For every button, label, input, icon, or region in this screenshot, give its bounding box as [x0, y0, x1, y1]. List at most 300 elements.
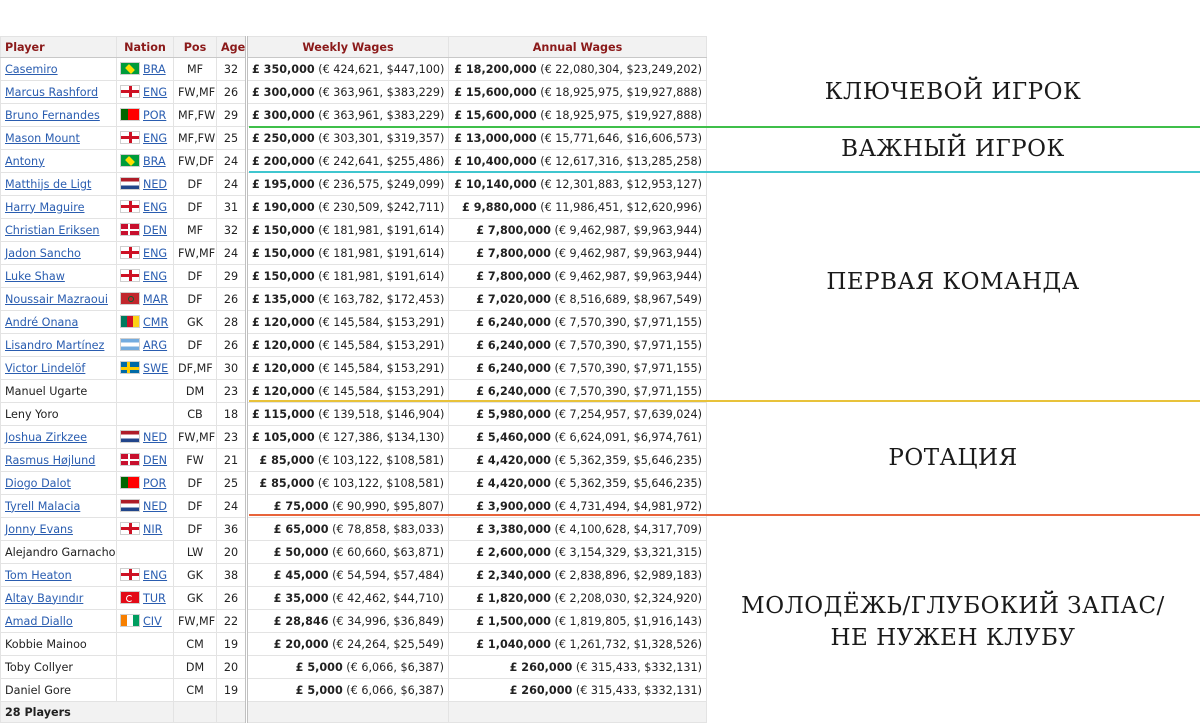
player-link[interactable]: Luke Shaw [5, 269, 65, 283]
age-cell: 32 [217, 58, 247, 81]
nation-link[interactable]: NED [143, 178, 168, 191]
flag-bra-icon [120, 154, 140, 167]
annual-wage-converted: (€ 7,570,390, $7,971,155) [554, 361, 702, 375]
player-link[interactable]: Diogo Dalot [5, 476, 71, 490]
annual-wage-cell [449, 610, 707, 633]
player-cell [1, 81, 117, 104]
player-link[interactable]: Bruno Fernandes [5, 108, 100, 122]
weekly-wage-converted: (€ 236,575, $249,099) [318, 177, 445, 191]
tier-label-text: ПЕРВАЯ КОМАНДА [826, 269, 1080, 295]
age-cell: 26 [217, 334, 247, 357]
nation-cell [117, 150, 174, 173]
nation-link[interactable]: NED [143, 500, 168, 513]
table-row [1, 242, 707, 265]
nation-cell [117, 81, 174, 104]
player-link[interactable]: Antony [5, 154, 45, 168]
nation-cell [117, 196, 174, 219]
nation-cell [117, 679, 174, 702]
nation-link[interactable]: NIR [143, 523, 163, 536]
nation-cell [117, 288, 174, 311]
annual-wage-converted: (€ 315,433, $332,131) [575, 683, 702, 697]
age-cell: 32 [217, 219, 247, 242]
annual-wage-gbp: £ 18,200,000 [454, 62, 537, 76]
table-row [1, 656, 707, 679]
flag-eng-icon [120, 246, 140, 259]
position-cell: DF,MF [174, 357, 217, 380]
nation-link[interactable]: MAR [143, 293, 169, 306]
annual-wage-converted: (€ 12,301,883, $12,953,127) [540, 177, 702, 191]
nation-cell [117, 656, 174, 679]
nation-cell [117, 564, 174, 587]
position-cell: FW,MF [174, 610, 217, 633]
player-cell [1, 656, 117, 679]
annual-wage-cell [449, 334, 707, 357]
nation-link[interactable]: CIV [143, 615, 162, 628]
player-link[interactable]: Lisandro Martínez [5, 338, 105, 352]
flag-eng-icon [120, 85, 140, 98]
weekly-wage-gbp: £ 28,846 [273, 614, 329, 628]
player-name: Manuel Ugarte [5, 384, 88, 398]
nation-cell [117, 633, 174, 656]
weekly-wage-cell [247, 58, 449, 81]
annual-wage-converted: (€ 9,462,987, $9,963,944) [554, 223, 702, 237]
table-row [1, 104, 707, 127]
player-cell [1, 104, 117, 127]
nation-link[interactable]: CMR [143, 316, 169, 329]
weekly-wage-converted: (€ 24,264, $25,549) [332, 637, 444, 651]
weekly-wage-converted: (€ 54,594, $57,484) [332, 568, 444, 582]
annual-wage-cell [449, 242, 707, 265]
annual-wage-gbp: £ 5,460,000 [476, 430, 551, 444]
nation-cell [117, 472, 174, 495]
annual-wage-gbp: £ 15,600,000 [454, 85, 537, 99]
weekly-wage-cell [247, 679, 449, 702]
annual-wage-converted: (€ 15,771,646, $16,606,573) [540, 131, 702, 145]
annual-wage-gbp: £ 3,380,000 [476, 522, 551, 536]
player-cell [1, 288, 117, 311]
annual-wage-gbp: £ 7,800,000 [476, 246, 551, 260]
footer-cell [449, 702, 707, 723]
weekly-wage-gbp: £ 20,000 [273, 637, 329, 651]
table-row [1, 150, 707, 173]
weekly-wage-converted: (€ 103,122, $108,581) [317, 453, 444, 467]
player-link[interactable]: Jadon Sancho [5, 246, 81, 260]
annual-wage-cell [449, 219, 707, 242]
annual-wage-converted: (€ 2,838,896, $2,989,183) [554, 568, 702, 582]
weekly-wage-cell [247, 357, 449, 380]
position-cell: DF [174, 495, 217, 518]
position-cell: LW [174, 541, 217, 564]
player-cell [1, 219, 117, 242]
table-row [1, 426, 707, 449]
annual-wage-converted: (€ 3,154,329, $3,321,315) [554, 545, 702, 559]
table-row [1, 518, 707, 541]
annual-wage-converted: (€ 18,925,975, $19,927,888) [540, 108, 702, 122]
weekly-wage-converted: (€ 363,961, $383,229) [318, 85, 445, 99]
position-cell: CB [174, 403, 217, 426]
annual-wage-cell [449, 265, 707, 288]
table-footer-row [1, 702, 707, 723]
flag-arg-icon [120, 338, 140, 351]
weekly-wage-gbp: £ 45,000 [273, 568, 329, 582]
annual-wage-converted: (€ 7,570,390, $7,971,155) [554, 384, 702, 398]
player-name: Toby Collyer [5, 660, 74, 674]
annual-wage-cell [449, 679, 707, 702]
header-pos[interactable]: Pos [174, 37, 217, 58]
player-cell [1, 633, 117, 656]
weekly-wage-converted: (€ 163,782, $172,453) [318, 292, 445, 306]
table-row [1, 196, 707, 219]
nation-cell [117, 357, 174, 380]
table-row [1, 173, 707, 196]
weekly-wage-gbp: £ 150,000 [252, 269, 315, 283]
nation-link[interactable]: ENG [143, 569, 168, 582]
nation-cell [117, 403, 174, 426]
annual-wage-cell [449, 541, 707, 564]
weekly-wage-gbp: £ 190,000 [252, 200, 315, 214]
age-cell: 19 [217, 633, 247, 656]
weekly-wage-gbp: £ 120,000 [252, 384, 315, 398]
annual-wage-converted: (€ 7,254,957, $7,639,024) [554, 407, 702, 421]
weekly-wage-converted: (€ 42,462, $44,710) [332, 591, 444, 605]
weekly-wage-gbp: £ 5,000 [295, 660, 343, 674]
age-cell: 20 [217, 656, 247, 679]
weekly-wage-gbp: £ 135,000 [252, 292, 315, 306]
flag-civ-icon [120, 614, 140, 627]
position-cell: GK [174, 587, 217, 610]
age-cell: 20 [217, 541, 247, 564]
weekly-wage-converted: (€ 181,981, $191,614) [318, 269, 445, 283]
age-cell: 26 [217, 288, 247, 311]
annual-wage-gbp: £ 6,240,000 [476, 384, 551, 398]
nation-link[interactable]: ENG [143, 132, 168, 145]
nation-link[interactable]: DEN [143, 224, 168, 237]
player-link[interactable]: Mason Mount [5, 131, 80, 145]
nation-cell [117, 104, 174, 127]
table-row [1, 357, 707, 380]
nation-link[interactable]: ENG [143, 86, 168, 99]
weekly-wage-cell [247, 633, 449, 656]
footer-cell [117, 702, 174, 723]
annual-wage-gbp: £ 9,880,000 [462, 200, 537, 214]
header-annual-wages[interactable]: Annual Wages [449, 37, 707, 58]
annual-wage-converted: (€ 18,925,975, $19,927,888) [540, 85, 702, 99]
table-row [1, 472, 707, 495]
table-row [1, 311, 707, 334]
annual-wage-converted: (€ 4,731,494, $4,981,972) [554, 499, 702, 513]
player-cell [1, 380, 117, 403]
nation-cell [117, 311, 174, 334]
weekly-wage-cell [247, 242, 449, 265]
flag-por-icon [120, 476, 140, 489]
annual-wage-gbp: £ 260,000 [509, 660, 573, 674]
tier-label-line: МОЛОДЁЖЬ/ГЛУБОКИЙ ЗАПАС/ [741, 593, 1165, 619]
weekly-wage-gbp: £ 35,000 [273, 591, 329, 605]
tier-label-text: РОТАЦИЯ [888, 445, 1018, 471]
weekly-wage-gbp: £ 120,000 [252, 315, 315, 329]
annual-wage-gbp: £ 7,020,000 [476, 292, 551, 306]
table-row [1, 265, 707, 288]
divider-line-important [249, 126, 1200, 128]
weekly-wage-converted: (€ 181,981, $191,614) [318, 246, 445, 260]
flag-ned-icon [120, 430, 140, 443]
weekly-wage-converted: (€ 90,990, $95,807) [332, 499, 444, 513]
age-cell: 30 [217, 357, 247, 380]
position-cell: MF [174, 219, 217, 242]
table-row [1, 633, 707, 656]
annual-wage-cell [449, 150, 707, 173]
table-row [1, 403, 707, 426]
player-link[interactable]: André Onana [5, 315, 79, 329]
player-cell [1, 541, 117, 564]
position-cell: DF [174, 196, 217, 219]
nation-link[interactable]: ENG [143, 247, 168, 260]
annual-wage-gbp: £ 6,240,000 [476, 315, 551, 329]
annual-wage-converted: (€ 7,570,390, $7,971,155) [554, 315, 702, 329]
weekly-wage-converted: (€ 127,386, $134,130) [318, 430, 445, 444]
flag-bra-icon [120, 62, 140, 75]
weekly-wage-converted: (€ 145,584, $153,291) [318, 361, 445, 375]
position-cell: DF [174, 265, 217, 288]
weekly-wage-cell [247, 265, 449, 288]
annual-wage-gbp: £ 1,500,000 [476, 614, 551, 628]
player-cell [1, 127, 117, 150]
player-count: 28 Players [1, 702, 117, 723]
weekly-wage-converted: (€ 145,584, $153,291) [318, 384, 445, 398]
age-cell: 23 [217, 426, 247, 449]
nation-cell [117, 242, 174, 265]
weekly-wage-converted: (€ 145,584, $153,291) [318, 315, 445, 329]
player-link[interactable]: Casemiro [5, 62, 58, 76]
nation-link[interactable]: BRA [143, 155, 166, 168]
position-cell: FW,MF [174, 426, 217, 449]
player-cell [1, 564, 117, 587]
annual-wage-cell [449, 196, 707, 219]
table-row [1, 541, 707, 564]
weekly-wage-converted: (€ 242,641, $255,486) [318, 154, 445, 168]
annual-wage-converted: (€ 315,433, $332,131) [575, 660, 702, 674]
tier-label-first-team [706, 266, 1200, 298]
weekly-wage-gbp: £ 195,000 [252, 177, 315, 191]
age-cell: 24 [217, 173, 247, 196]
player-cell [1, 357, 117, 380]
weekly-wage-cell [247, 610, 449, 633]
player-name: Leny Yoro [5, 407, 59, 421]
nation-cell [117, 495, 174, 518]
nation-link[interactable]: POR [143, 477, 167, 490]
weekly-wage-converted: (€ 363,961, $383,229) [318, 108, 445, 122]
player-cell [1, 610, 117, 633]
age-cell: 19 [217, 679, 247, 702]
player-link[interactable]: Amad Diallo [5, 614, 73, 628]
weekly-wage-converted: (€ 145,584, $153,291) [318, 338, 445, 352]
player-cell [1, 587, 117, 610]
nation-link[interactable]: TUR [143, 592, 166, 605]
player-link[interactable]: Rasmus Højlund [5, 453, 96, 467]
player-cell [1, 58, 117, 81]
player-cell [1, 242, 117, 265]
annual-wage-gbp: £ 7,800,000 [476, 269, 551, 283]
nation-link[interactable]: ARG [143, 339, 168, 352]
annual-wage-cell [449, 426, 707, 449]
weekly-wage-cell [247, 104, 449, 127]
weekly-wage-cell [247, 81, 449, 104]
weekly-wage-gbp: £ 300,000 [252, 108, 315, 122]
player-link[interactable]: Victor Lindelöf [5, 361, 86, 375]
position-cell: DM [174, 380, 217, 403]
nation-cell [117, 518, 174, 541]
weekly-wage-cell [247, 426, 449, 449]
player-cell [1, 173, 117, 196]
position-cell: DF [174, 173, 217, 196]
nation-link[interactable]: DEN [143, 454, 168, 467]
annual-wage-cell [449, 311, 707, 334]
table-row [1, 610, 707, 633]
weekly-wage-gbp: £ 200,000 [252, 154, 315, 168]
weekly-wage-converted: (€ 303,301, $319,357) [318, 131, 445, 145]
nation-link[interactable]: BRA [143, 63, 166, 76]
nation-cell [117, 380, 174, 403]
table-row [1, 587, 707, 610]
weekly-wage-converted: (€ 139,518, $146,904) [318, 407, 445, 421]
player-cell [1, 679, 117, 702]
annual-wage-converted: (€ 1,261,732, $1,328,526) [554, 637, 702, 651]
player-link[interactable]: Matthijs de Ligt [5, 177, 92, 191]
weekly-wage-gbp: £ 150,000 [252, 246, 315, 260]
nation-link[interactable]: ENG [143, 270, 168, 283]
weekly-wage-converted: (€ 34,996, $36,849) [332, 614, 444, 628]
flag-swe-icon [120, 361, 140, 374]
weekly-wage-gbp: £ 115,000 [252, 407, 315, 421]
annual-wage-converted: (€ 9,462,987, $9,963,944) [554, 246, 702, 260]
player-link[interactable]: Jonny Evans [5, 522, 73, 536]
player-link[interactable]: Marcus Rashford [5, 85, 99, 99]
player-cell [1, 150, 117, 173]
weekly-wage-gbp: £ 65,000 [273, 522, 329, 536]
age-cell: 31 [217, 196, 247, 219]
flag-cmr-icon [120, 315, 140, 328]
table-row [1, 564, 707, 587]
annual-wage-cell [449, 564, 707, 587]
position-cell: DM [174, 656, 217, 679]
nation-link[interactable]: ENG [143, 201, 168, 214]
weekly-wage-gbp: £ 250,000 [252, 131, 315, 145]
header-weekly-wages[interactable]: Weekly Wages [247, 37, 449, 58]
annual-wage-cell [449, 472, 707, 495]
weekly-wage-converted: (€ 6,066, $6,387) [346, 660, 444, 674]
tier-label-important-player [706, 133, 1200, 165]
position-cell: CM [174, 679, 217, 702]
header-player[interactable]: Player [1, 37, 117, 58]
header-nation[interactable]: Nation [117, 37, 174, 58]
player-link[interactable]: Joshua Zirkzee [5, 430, 88, 444]
position-cell: MF [174, 58, 217, 81]
annual-wage-converted: (€ 7,570,390, $7,971,155) [554, 338, 702, 352]
annual-wage-gbp: £ 2,600,000 [476, 545, 551, 559]
player-link[interactable]: Noussair Mazraoui [5, 292, 108, 306]
weekly-wage-gbp: £ 75,000 [273, 499, 329, 513]
weekly-wage-cell [247, 564, 449, 587]
flag-eng-icon [120, 269, 140, 282]
annual-wage-gbp: £ 10,400,000 [454, 154, 537, 168]
player-link[interactable]: Harry Maguire [5, 200, 85, 214]
table-row [1, 679, 707, 702]
weekly-wage-cell [247, 587, 449, 610]
annual-wage-gbp: £ 15,600,000 [454, 108, 537, 122]
weekly-wage-cell [247, 334, 449, 357]
position-cell: MF,FW [174, 104, 217, 127]
annual-wage-gbp: £ 6,240,000 [476, 361, 551, 375]
player-link[interactable]: Tom Heaton [5, 568, 72, 582]
age-cell: 18 [217, 403, 247, 426]
player-link[interactable]: Tyrell Malacia [5, 499, 81, 513]
weekly-wage-gbp: £ 105,000 [252, 430, 315, 444]
player-link[interactable]: Christian Eriksen [5, 223, 100, 237]
player-link[interactable]: Altay Bayındır [5, 591, 84, 605]
player-name: Daniel Gore [5, 683, 71, 697]
annual-wage-cell [449, 288, 707, 311]
player-cell [1, 495, 117, 518]
player-name: Kobbie Mainoo [5, 637, 87, 651]
weekly-wage-gbp: £ 350,000 [252, 62, 315, 76]
footer-cell [217, 702, 247, 723]
nation-link[interactable]: SWE [143, 362, 169, 375]
tier-label-rotation [706, 442, 1200, 474]
age-cell: 25 [217, 472, 247, 495]
weekly-wage-cell [247, 196, 449, 219]
weekly-wage-cell [247, 403, 449, 426]
flag-eng-icon [120, 131, 140, 144]
weekly-wage-cell [247, 173, 449, 196]
tier-label-line: НЕ НУЖЕН КЛУБУ [830, 625, 1076, 651]
nation-cell [117, 449, 174, 472]
annual-wage-converted: (€ 22,080,304, $23,249,202) [540, 62, 702, 76]
nation-link[interactable]: POR [143, 109, 167, 122]
annual-wage-converted: (€ 12,617,316, $13,285,258) [540, 154, 702, 168]
table-row [1, 81, 707, 104]
wage-table [0, 36, 707, 723]
annual-wage-gbp: £ 13,000,000 [454, 131, 537, 145]
flag-eng-icon [120, 568, 140, 581]
nation-link[interactable]: NED [143, 431, 168, 444]
position-cell: FW,MF [174, 242, 217, 265]
annual-wage-cell [449, 656, 707, 679]
weekly-wage-converted: (€ 230,509, $242,711) [318, 200, 445, 214]
nation-cell [117, 58, 174, 81]
weekly-wage-converted: (€ 103,122, $108,581) [317, 476, 444, 490]
annual-wage-converted: (€ 5,362,359, $5,646,235) [554, 453, 702, 467]
table-row [1, 127, 707, 150]
annual-wage-gbp: £ 1,820,000 [476, 591, 551, 605]
age-cell: 26 [217, 81, 247, 104]
annual-wage-cell [449, 81, 707, 104]
footer-cell [174, 702, 217, 723]
annual-wage-converted: (€ 4,100,628, $4,317,709) [554, 522, 702, 536]
weekly-wage-converted: (€ 6,066, $6,387) [346, 683, 444, 697]
age-cell: 29 [217, 265, 247, 288]
position-cell: FW,DF [174, 150, 217, 173]
annual-wage-cell [449, 127, 707, 150]
annual-wage-converted: (€ 11,986,451, $12,620,996) [540, 200, 702, 214]
weekly-wage-converted: (€ 181,981, $191,614) [318, 223, 445, 237]
player-cell [1, 449, 117, 472]
annual-wage-converted: (€ 2,208,030, $2,324,920) [554, 591, 702, 605]
tier-label-text: КЛЮЧЕВОЙ ИГРОК [824, 79, 1082, 105]
age-cell: 26 [217, 587, 247, 610]
header-age[interactable]: Age [217, 37, 247, 58]
annual-wage-converted: (€ 5,362,359, $5,646,235) [554, 476, 702, 490]
flag-ned-icon [120, 177, 140, 190]
